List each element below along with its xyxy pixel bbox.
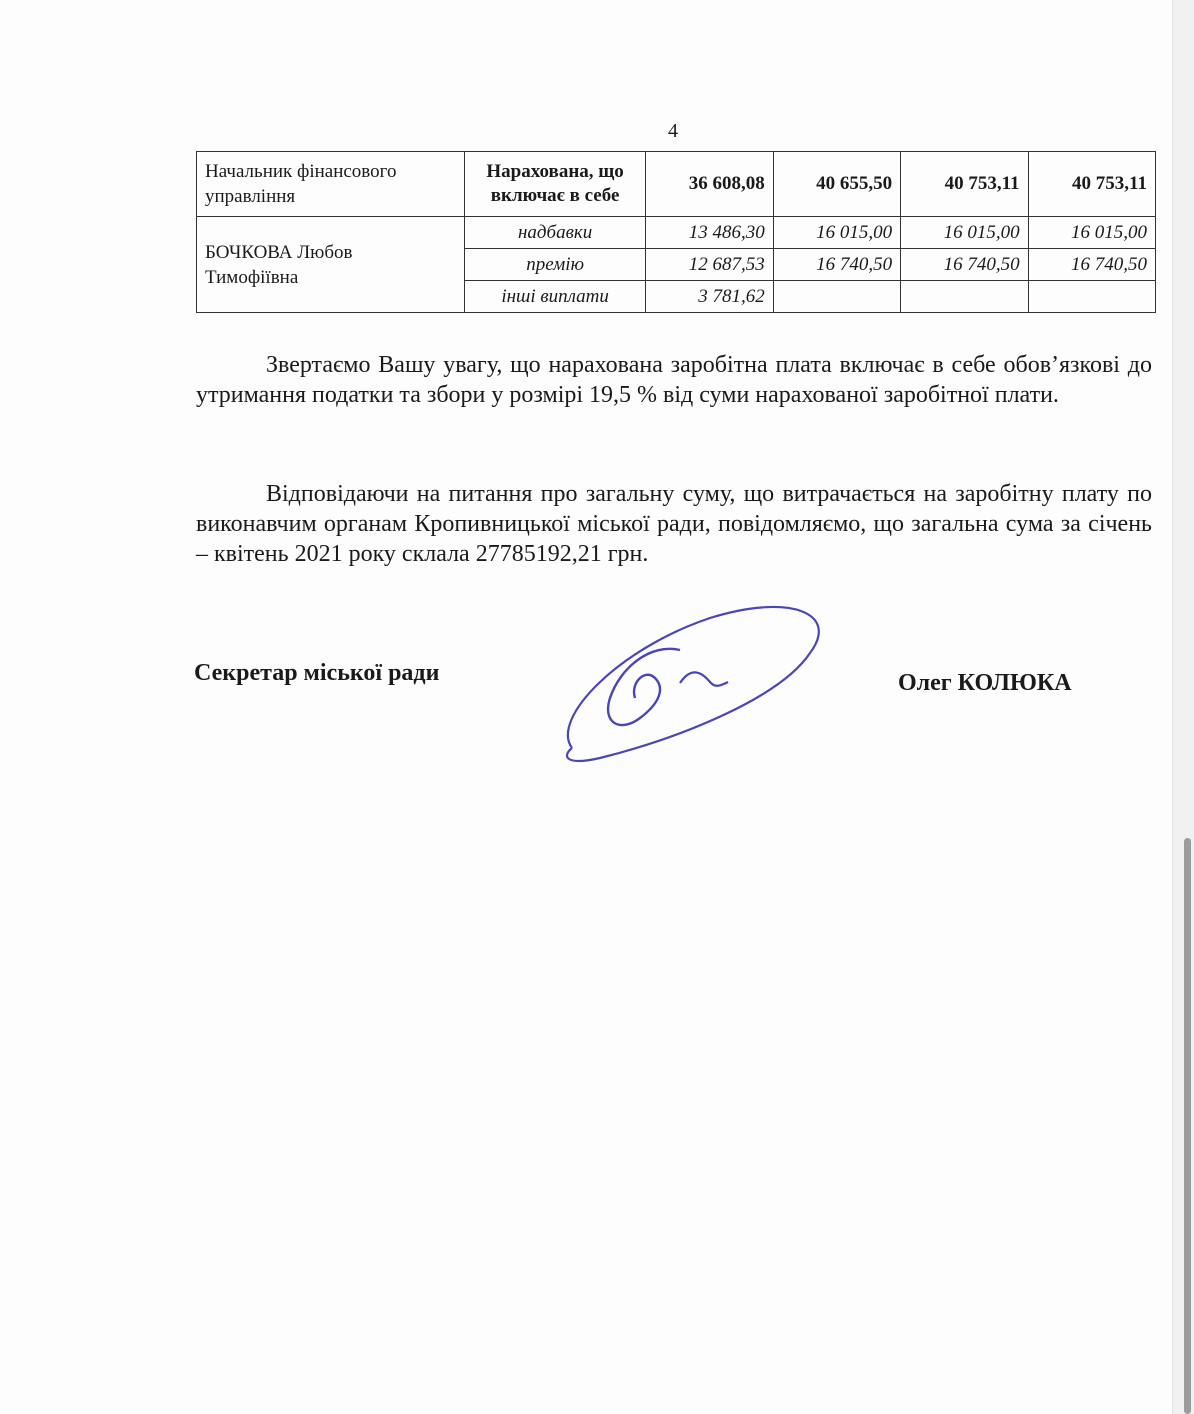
value-cell: 16 740,50 — [901, 249, 1028, 281]
value-cell: 3 781,62 — [646, 281, 773, 313]
row-label: Нарахована, що включає в себе — [464, 152, 646, 217]
row-label: премію — [464, 249, 646, 281]
notice-paragraph: Звертаємо Вашу увагу, що нарахована заробітна плата включає в себе обов’язкові до утримання податки та збори у розмірі 19,5 % від суми нарахованої заробітної плати. — [196, 352, 1152, 408]
value-cell: 36 608,08 — [646, 152, 773, 217]
table-row — [197, 217, 1156, 249]
row-label: інші виплати — [464, 281, 646, 313]
signer-name: Олег КОЛЮКА — [898, 670, 1072, 696]
total-sum-paragraph: Відповідаючи на питання про загальну суму, що витрачається на заробітну плату по виконавчим органам Кропивницької міської ради, повідомляємо, що загальна сума за січень – квітень 2021 року склала 27785192,21 грн. — [196, 481, 1152, 567]
value-cell: 16 015,00 — [901, 217, 1028, 249]
value-cell: 16 015,00 — [1028, 217, 1155, 249]
value-cell: 12 687,53 — [646, 249, 773, 281]
value-cell: 40 753,11 — [901, 152, 1028, 217]
value-cell: 40 655,50 — [773, 152, 900, 217]
name-cell — [197, 217, 465, 313]
table-row — [197, 152, 1156, 217]
value-cell: 16 015,00 — [773, 217, 900, 249]
value-cell: 40 753,11 — [1028, 152, 1155, 217]
name-line: БОЧКОВА Любов — [205, 241, 353, 263]
page-number: 4 — [668, 120, 678, 142]
name-line: Тимофіївна — [205, 266, 299, 288]
scrollbar-thumb[interactable] — [1184, 838, 1191, 1414]
signer-title: Секретар міської ради — [194, 660, 440, 686]
value-cell: 13 486,30 — [646, 217, 773, 249]
value-cell — [773, 281, 900, 313]
value-cell: 16 740,50 — [1028, 249, 1155, 281]
value-cell — [1028, 281, 1155, 313]
signature-mark — [560, 598, 830, 768]
value-cell — [901, 281, 1028, 313]
position-cell: Начальник фінансового управління — [197, 152, 465, 217]
value-cell: 16 740,50 — [773, 249, 900, 281]
salary-table — [196, 151, 1156, 313]
row-label: надбавки — [464, 217, 646, 249]
